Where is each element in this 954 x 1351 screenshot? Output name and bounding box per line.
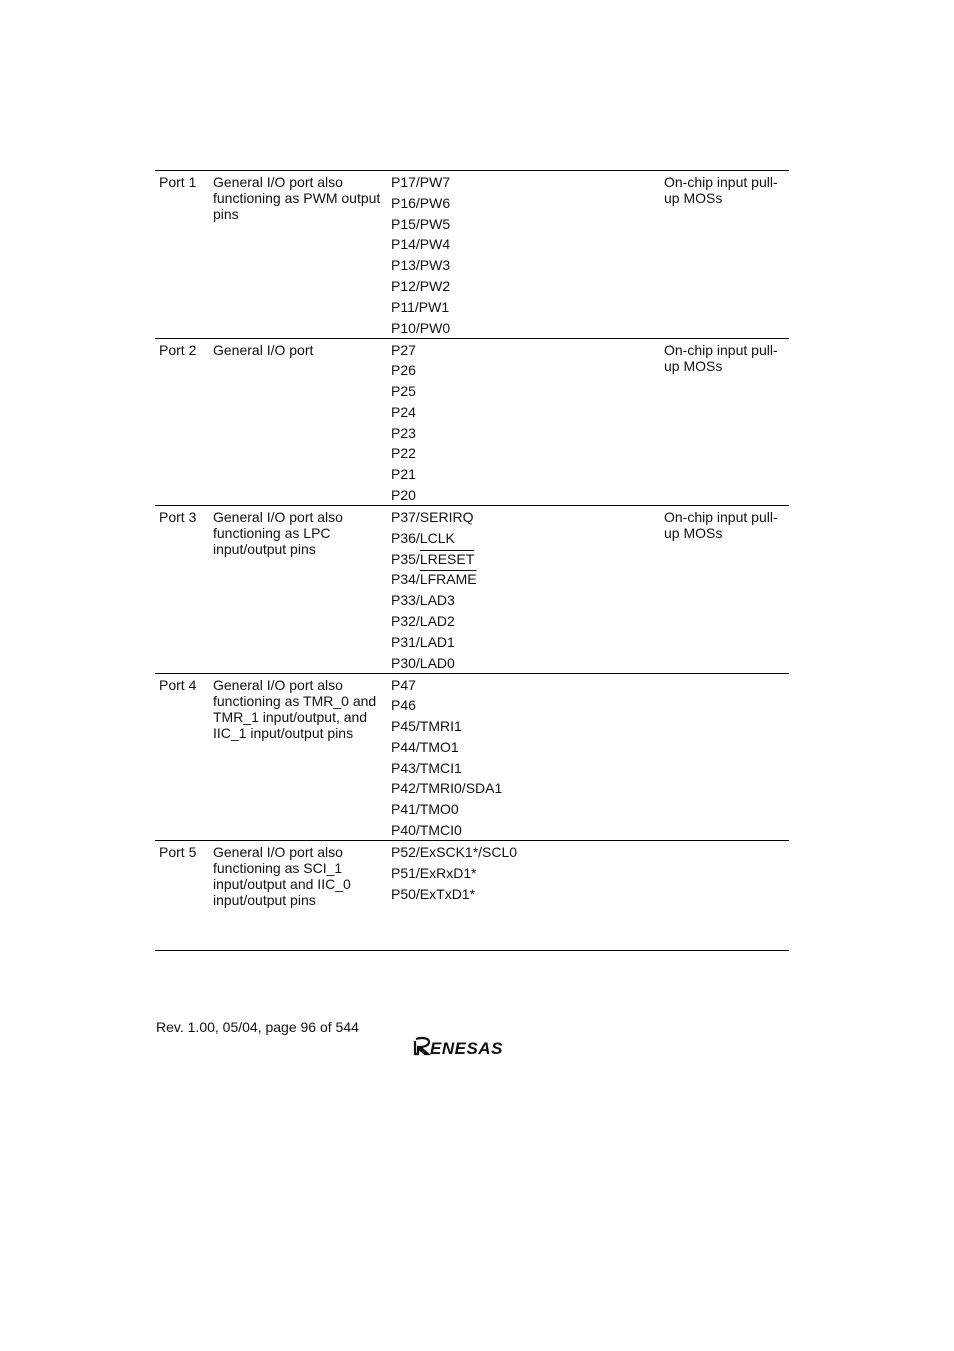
- port-table: [155, 170, 789, 951]
- pin-name: P21: [391, 466, 416, 483]
- pin-name: P52/ExSCK1*/SCL0: [391, 844, 518, 860]
- pin-list: [391, 174, 651, 340]
- pin-name: P33/LAD3: [391, 592, 455, 609]
- pin-name: P13/PW3: [391, 257, 451, 274]
- pin-name: P46: [391, 697, 416, 714]
- pin-name: P30/LAD0: [391, 654, 455, 671]
- pin-name: P37/SERIRQ: [391, 509, 474, 525]
- active-low-signal: LFRAME: [419, 571, 477, 588]
- port-description: General I/O port also functioning as PWM output pins: [213, 174, 381, 222]
- pin-name: P17/PW7: [391, 174, 451, 190]
- pin-name: P47: [391, 676, 416, 693]
- pin-name: P31/LAD1: [391, 633, 455, 650]
- pin-name: P27: [391, 341, 416, 358]
- port-description: General I/O port also functioning as SCI_1 input/output and IIC_0 input/output pins: [213, 844, 351, 908]
- port-description: General I/O port: [213, 341, 314, 358]
- pin-name: P34/LFRAME: [391, 571, 477, 588]
- pin-list: [391, 677, 651, 843]
- pin-name: P25: [391, 383, 416, 400]
- port-note: On-chip input pull-up MOSs: [664, 174, 778, 206]
- pin-list: [391, 844, 651, 906]
- port-name: Port 1: [159, 174, 197, 190]
- pin-name: P42/TMRI0/SDA1: [391, 780, 503, 797]
- svg-text:ENESAS: ENESAS: [430, 1039, 503, 1058]
- pin-name: P12/PW2: [391, 277, 451, 294]
- pin-name: P26: [391, 362, 416, 379]
- table-row: [155, 506, 789, 674]
- active-low-signal: LRESET: [419, 550, 475, 567]
- pin-name: P11/PW1: [391, 298, 450, 315]
- port-note: On-chip input pull-up MOSs: [664, 341, 778, 374]
- table-row: [155, 841, 789, 951]
- renesas-logo: [413, 1036, 535, 1063]
- port-description: General I/O port also functioning as TMR_0 and TMR_1 input/output, and IIC_1 input/output pins: [213, 676, 377, 741]
- table-row: [155, 171, 789, 339]
- pin-name: P45/TMRI1: [391, 718, 462, 735]
- pin-name: P40/TMCI0: [391, 822, 462, 839]
- pin-name: P10/PW0: [391, 319, 451, 336]
- port-name: Port 2: [159, 341, 197, 358]
- pin-name: P23: [391, 424, 416, 441]
- pin-name: P51/ExRxD1*: [391, 864, 477, 881]
- pin-name: P35/LRESET: [391, 550, 475, 567]
- pin-name: P15/PW5: [391, 215, 451, 232]
- pin-name: P20: [391, 487, 416, 504]
- pin-name: P32/LAD2: [391, 612, 455, 629]
- pin-name: P43/TMCI1: [391, 759, 462, 776]
- pin-list: [391, 342, 651, 508]
- pin-name: P24: [391, 403, 416, 420]
- pin-list: [391, 509, 651, 675]
- port-note: On-chip input pull-up MOSs: [664, 509, 778, 541]
- table-row: [155, 339, 789, 507]
- pin-name: P36/LCLK: [391, 529, 455, 546]
- pin-name: P22: [391, 445, 416, 462]
- pin-name: P41/TMO0: [391, 801, 459, 818]
- port-description: General I/O port also functioning as LPC input/output pins: [213, 509, 343, 557]
- port-name: Port 5: [159, 844, 197, 860]
- page-footer-revision: Rev. 1.00, 05/04, page 96 of 544: [156, 1019, 359, 1035]
- port-name: Port 3: [159, 509, 197, 525]
- pin-name: P14/PW4: [391, 236, 451, 253]
- pin-name: P50/ExTxD1*: [391, 885, 476, 902]
- port-name: Port 4: [159, 676, 197, 693]
- pin-name: P16/PW6: [391, 194, 451, 211]
- table-row: [155, 674, 789, 842]
- pin-name: P44/TMO1: [391, 738, 459, 755]
